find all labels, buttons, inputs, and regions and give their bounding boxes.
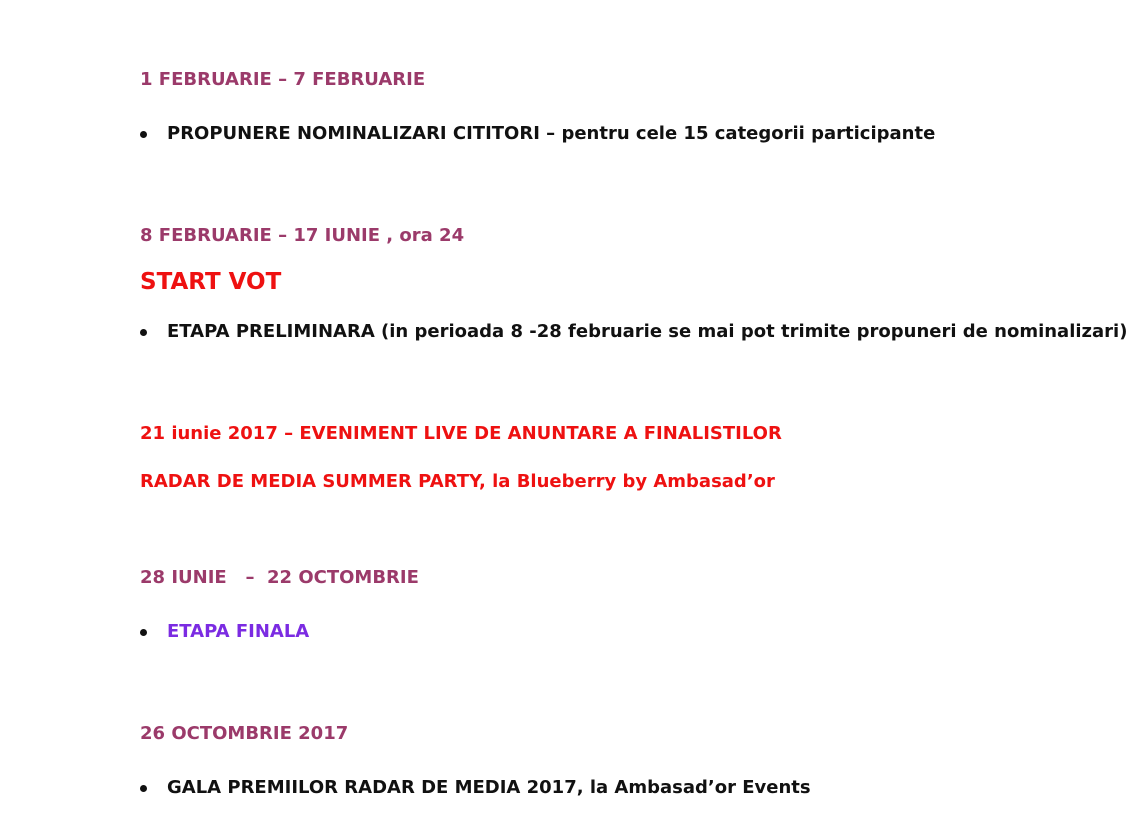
bullet-icon [140, 629, 147, 636]
date-range-heading: 8 FEBRUARIE – 17 IUNIE , ora 24 [140, 225, 465, 246]
list-item-text: GALA PREMIILOR RADAR DE MEDIA 2017, la Ambasad’or Events [167, 777, 811, 798]
final-stage-text: ETAPA FINALA [167, 621, 310, 642]
bullet-icon [140, 785, 147, 792]
date-range-heading: 28 IUNIE – 22 OCTOMBRIE [140, 567, 419, 588]
list-item-text: PROPUNERE NOMINALIZARI CITITORI – pentru cele 15 categorii participante [167, 123, 936, 144]
date-range-heading: 1 FEBRUARIE – 7 FEBRUARIE [140, 69, 426, 90]
live-event-heading: 21 iunie 2017 – EVENIMENT LIVE DE ANUNTARE A FINALISTILOR [140, 423, 782, 444]
bullet-icon [140, 131, 147, 138]
start-vote-title: START VOT [140, 269, 282, 295]
summer-party-heading: RADAR DE MEDIA SUMMER PARTY, la Blueberry by Ambasad’or [140, 471, 775, 492]
bullet-icon [140, 329, 147, 336]
list-item-text: ETAPA PRELIMINARA (in perioada 8 -28 februarie se mai pot trimite propuneri de nominalizari) [167, 321, 1128, 342]
date-heading: 26 OCTOMBRIE 2017 [140, 723, 349, 744]
